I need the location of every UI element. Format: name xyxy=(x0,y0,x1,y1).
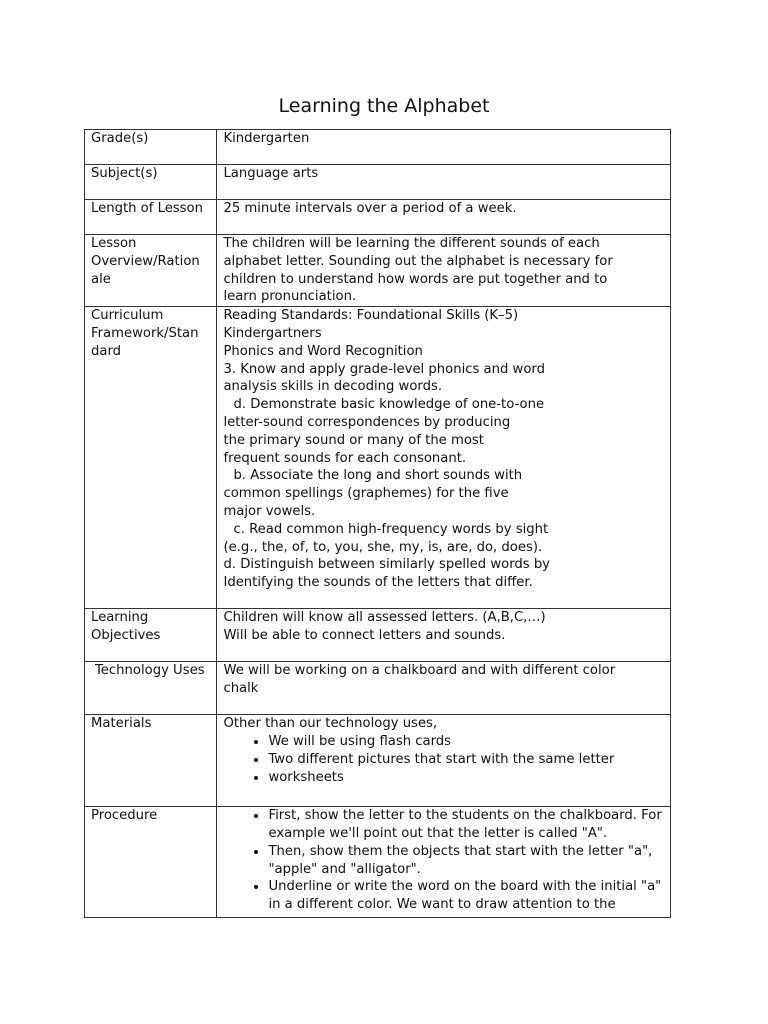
procedure-step: • First, show the letter to the students on the chalkboard. For example we'll point out that the letter is called "A". xyxy=(268,807,666,843)
grade-value: Kindergarten xyxy=(217,130,671,165)
curriculum-line: Phonics and Word Recognition xyxy=(223,343,423,359)
materials-item: • We will be using flash cards xyxy=(268,733,666,751)
materials-intro: Other than our technology uses, xyxy=(223,716,438,732)
curriculum-line: the primary sound or many of the most xyxy=(223,432,484,448)
technology-line: chalk xyxy=(223,680,259,696)
curriculum-line: Identifying the sounds of the letters that differ. xyxy=(223,575,533,591)
objectives-line: Will be able to connect letters and sounds. xyxy=(223,627,506,643)
grade-label: Grade(s) xyxy=(85,130,217,165)
technology-label: Technology Uses xyxy=(85,662,217,715)
row-objectives xyxy=(85,609,671,662)
subject-value: Language arts xyxy=(217,165,671,200)
overview-label xyxy=(85,235,217,307)
technology-text xyxy=(217,662,671,715)
curriculum-line: Kindergartners xyxy=(223,325,322,341)
objectives-label-line: Objectives xyxy=(91,627,161,643)
curriculum-label-line: Framework/Stan xyxy=(91,325,199,341)
curriculum-label xyxy=(85,307,217,609)
row-procedure xyxy=(85,807,671,918)
length-value: 25 minute intervals over a period of a week. xyxy=(217,200,671,235)
procedure-list xyxy=(223,807,666,914)
curriculum-line: major vowels. xyxy=(223,503,316,519)
curriculum-line: letter-sound correspondences by producing xyxy=(223,414,511,430)
overview-line: learn pronunciation. xyxy=(223,289,357,305)
row-length xyxy=(85,200,671,235)
overview-line: The children will be learning the different sounds of each xyxy=(223,236,600,251)
curriculum-line: analysis skills in decoding words. xyxy=(223,379,443,395)
curriculum-line: d. Demonstrate basic knowledge of one-to-one xyxy=(233,397,545,413)
materials-list xyxy=(223,733,666,786)
curriculum-line: frequent sounds for each consonant. xyxy=(223,450,467,466)
curriculum-label-line: Curriculum xyxy=(91,308,164,324)
curriculum-text xyxy=(217,307,671,609)
row-materials xyxy=(85,715,671,807)
procedure-text xyxy=(217,807,671,918)
row-overview xyxy=(85,235,671,307)
curriculum-line: b. Associate the long and short sounds with xyxy=(233,468,523,484)
overview-label-line: Overview/Ration xyxy=(91,253,200,269)
procedure-step: • Underline or write the word on the board with the initial "a" in a different color. We want to draw attention to the xyxy=(268,878,666,914)
curriculum-label-line: dard xyxy=(91,343,122,359)
objectives-label-line: Learning xyxy=(91,610,149,626)
curriculum-line: d. Distinguish between similarly spelled words by xyxy=(223,557,550,573)
overview-label-line: Lesson xyxy=(91,236,137,251)
curriculum-line: c. Read common high-frequency words by sight xyxy=(233,521,549,537)
curriculum-line: common spellings (graphemes) for the five xyxy=(223,486,509,502)
subject-label: Subject(s) xyxy=(85,165,217,200)
row-technology xyxy=(85,662,671,715)
procedure-clip xyxy=(223,807,666,917)
row-grade xyxy=(85,130,671,165)
overview-text xyxy=(217,235,671,307)
row-curriculum xyxy=(85,307,671,609)
length-label: Length of Lesson xyxy=(85,200,217,235)
overview-line: alphabet letter. Sounding out the alphabet is necessary for xyxy=(223,253,613,269)
procedure-step: • Then, show them the objects that start with the letter "a", "apple" and "alligator". xyxy=(268,843,666,879)
objectives-label xyxy=(85,609,217,662)
materials-item: • worksheets xyxy=(268,769,666,787)
curriculum-line: Reading Standards: Foundational Skills (K–5) xyxy=(223,308,519,324)
overview-label-line: ale xyxy=(91,271,111,287)
document-title: Learning the Alphabet xyxy=(278,95,490,117)
overview-line: children to understand how words are put together and to xyxy=(223,271,608,287)
curriculum-line: 3. Know and apply grade-level phonics and word xyxy=(223,361,545,377)
objectives-text xyxy=(217,609,671,662)
technology-line: We will be working on a chalkboard and with different color xyxy=(223,663,616,679)
materials-text xyxy=(217,715,671,807)
procedure-label: Procedure xyxy=(85,807,217,918)
row-subject xyxy=(85,165,671,200)
materials-label: Materials xyxy=(85,715,217,807)
materials-item: • Two different pictures that start with the same letter xyxy=(268,751,666,769)
lesson-plan-table xyxy=(84,129,671,918)
objectives-line: Children will know all assessed letters. (A,B,C,…) xyxy=(223,610,546,626)
curriculum-line: (e.g., the, of, to, you, she, my, is, are, do, does). xyxy=(223,539,543,555)
